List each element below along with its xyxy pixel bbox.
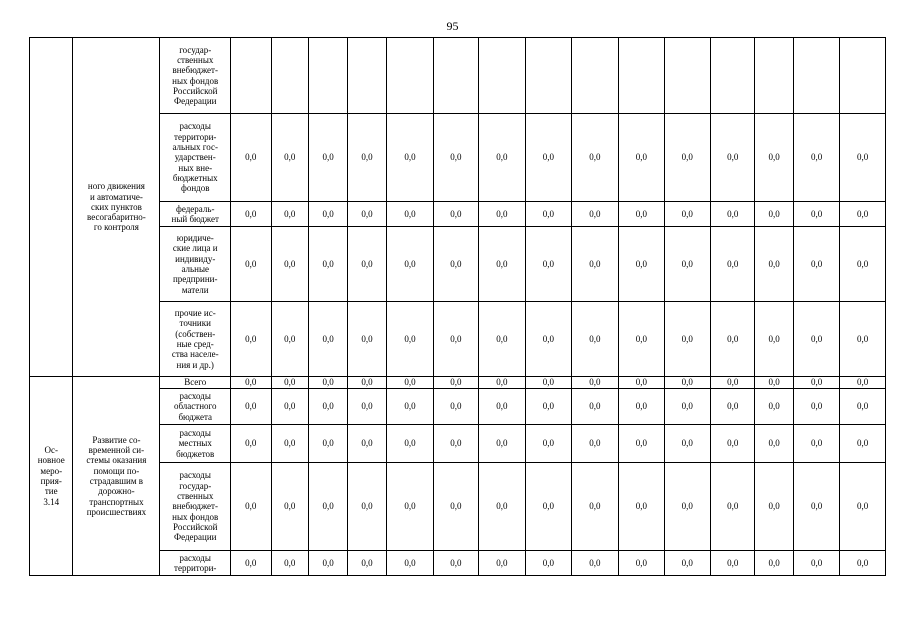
- value-cell: 0,0: [478, 389, 525, 425]
- value-cell: 0,0: [308, 389, 347, 425]
- value-cell: 0,0: [308, 463, 347, 551]
- funding-source-cell: федераль- ный бюджет: [160, 202, 231, 227]
- value-cell: 0,0: [755, 227, 793, 302]
- value-cell: [711, 38, 755, 114]
- value-cell: 0,0: [271, 302, 308, 377]
- value-cell: 0,0: [755, 202, 793, 227]
- value-cell: 0,0: [526, 114, 571, 202]
- value-cell: 0,0: [434, 302, 478, 377]
- value-cell: [571, 38, 618, 114]
- value-cell: 0,0: [619, 302, 664, 377]
- value-cell: 0,0: [386, 302, 433, 377]
- funding-source-cell: расходы государ- ственных внебюджет- ных фондов Российской Федерации: [160, 463, 231, 551]
- value-cell: 0,0: [231, 463, 271, 551]
- value-cell: 0,0: [348, 114, 386, 202]
- value-cell: 0,0: [755, 425, 793, 463]
- value-cell: 0,0: [755, 389, 793, 425]
- value-cell: 0,0: [711, 425, 755, 463]
- value-cell: 0,0: [271, 227, 308, 302]
- value-cell: 0,0: [271, 202, 308, 227]
- value-cell: 0,0: [571, 114, 618, 202]
- value-cell: 0,0: [840, 114, 886, 202]
- value-cell: 0,0: [231, 114, 271, 202]
- table-body: [30, 38, 886, 576]
- value-cell: 0,0: [571, 551, 618, 576]
- value-cell: 0,0: [348, 227, 386, 302]
- value-cell: 0,0: [231, 425, 271, 463]
- value-cell: 0,0: [793, 377, 839, 389]
- value-cell: 0,0: [434, 389, 478, 425]
- value-cell: [755, 38, 793, 114]
- value-cell: 0,0: [755, 377, 793, 389]
- value-cell: 0,0: [271, 463, 308, 551]
- value-cell: 0,0: [711, 302, 755, 377]
- value-cell: 0,0: [308, 114, 347, 202]
- value-cell: 0,0: [664, 551, 710, 576]
- value-cell: 0,0: [711, 202, 755, 227]
- value-cell: 0,0: [308, 302, 347, 377]
- value-cell: 0,0: [664, 302, 710, 377]
- value-cell: 0,0: [755, 463, 793, 551]
- value-cell: 0,0: [526, 302, 571, 377]
- value-cell: 0,0: [231, 202, 271, 227]
- value-cell: 0,0: [619, 551, 664, 576]
- value-cell: 0,0: [434, 202, 478, 227]
- value-cell: 0,0: [308, 551, 347, 576]
- value-cell: 0,0: [619, 425, 664, 463]
- value-cell: [434, 38, 478, 114]
- value-cell: 0,0: [526, 425, 571, 463]
- value-cell: 0,0: [619, 227, 664, 302]
- value-cell: 0,0: [386, 227, 433, 302]
- value-cell: 0,0: [664, 202, 710, 227]
- value-cell: 0,0: [711, 114, 755, 202]
- value-cell: 0,0: [478, 377, 525, 389]
- value-cell: 0,0: [526, 463, 571, 551]
- value-cell: 0,0: [526, 551, 571, 576]
- value-cell: 0,0: [619, 114, 664, 202]
- value-cell: 0,0: [308, 425, 347, 463]
- measure-name-cell: Развитие со- временной си- стемы оказания помощи по- страдавшим в дорожно- транспортных происшествиях: [73, 377, 160, 576]
- value-cell: [478, 38, 525, 114]
- value-cell: 0,0: [793, 302, 839, 377]
- value-cell: 0,0: [664, 227, 710, 302]
- value-cell: 0,0: [348, 425, 386, 463]
- value-cell: 0,0: [478, 463, 525, 551]
- value-cell: 0,0: [526, 227, 571, 302]
- value-cell: [386, 38, 433, 114]
- value-cell: 0,0: [434, 425, 478, 463]
- value-cell: 0,0: [664, 463, 710, 551]
- value-cell: [793, 38, 839, 114]
- value-cell: 0,0: [571, 302, 618, 377]
- value-cell: [348, 38, 386, 114]
- funding-source-cell: Всего: [160, 377, 231, 389]
- value-cell: 0,0: [271, 551, 308, 576]
- value-cell: 0,0: [308, 377, 347, 389]
- value-cell: 0,0: [619, 463, 664, 551]
- value-cell: 0,0: [664, 114, 710, 202]
- measure-number-cell: Ос- новное меро- прия- тие 3.14: [30, 377, 73, 576]
- value-cell: 0,0: [840, 302, 886, 377]
- value-cell: 0,0: [793, 202, 839, 227]
- value-cell: 0,0: [271, 114, 308, 202]
- value-cell: 0,0: [619, 377, 664, 389]
- value-cell: 0,0: [711, 377, 755, 389]
- value-cell: [271, 38, 308, 114]
- value-cell: 0,0: [386, 114, 433, 202]
- value-cell: 0,0: [711, 227, 755, 302]
- value-cell: [231, 38, 271, 114]
- value-cell: 0,0: [619, 202, 664, 227]
- value-cell: 0,0: [231, 377, 271, 389]
- value-cell: 0,0: [711, 551, 755, 576]
- value-cell: 0,0: [711, 389, 755, 425]
- value-cell: 0,0: [526, 389, 571, 425]
- value-cell: 0,0: [793, 463, 839, 551]
- value-cell: [840, 38, 886, 114]
- value-cell: 0,0: [571, 227, 618, 302]
- table-row: [30, 38, 886, 114]
- value-cell: 0,0: [348, 551, 386, 576]
- funding-source-cell: прочие ис- точники (собствен- ные сред- ства населе- ния и др.): [160, 302, 231, 377]
- value-cell: 0,0: [840, 463, 886, 551]
- value-cell: 0,0: [478, 202, 525, 227]
- value-cell: 0,0: [571, 202, 618, 227]
- value-cell: 0,0: [755, 114, 793, 202]
- value-cell: 0,0: [348, 377, 386, 389]
- value-cell: 0,0: [571, 389, 618, 425]
- table-row: [30, 377, 886, 389]
- value-cell: 0,0: [231, 302, 271, 377]
- value-cell: 0,0: [840, 227, 886, 302]
- value-cell: 0,0: [478, 302, 525, 377]
- value-cell: 0,0: [571, 425, 618, 463]
- funding-source-cell: государ- ственных внебюджет- ных фондов Российской Федерации: [160, 38, 231, 114]
- funding-source-cell: расходы территори- альных гос- ударствен- ных вне- бюджетных фондов: [160, 114, 231, 202]
- value-cell: 0,0: [308, 202, 347, 227]
- value-cell: 0,0: [386, 425, 433, 463]
- value-cell: 0,0: [348, 389, 386, 425]
- value-cell: 0,0: [348, 302, 386, 377]
- value-cell: 0,0: [348, 463, 386, 551]
- value-cell: 0,0: [271, 389, 308, 425]
- value-cell: 0,0: [793, 551, 839, 576]
- value-cell: [526, 38, 571, 114]
- value-cell: [308, 38, 347, 114]
- value-cell: 0,0: [571, 377, 618, 389]
- value-cell: 0,0: [434, 463, 478, 551]
- funding-source-cell: юридиче- ские лица и индивиду- альные предприни- матели: [160, 227, 231, 302]
- funding-source-cell: расходы территори-: [160, 551, 231, 576]
- value-cell: 0,0: [664, 425, 710, 463]
- value-cell: 0,0: [478, 551, 525, 576]
- value-cell: 0,0: [840, 389, 886, 425]
- page-number: 95: [446, 19, 459, 33]
- value-cell: [619, 38, 664, 114]
- value-cell: 0,0: [755, 302, 793, 377]
- value-cell: 0,0: [840, 551, 886, 576]
- value-cell: 0,0: [386, 463, 433, 551]
- value-cell: 0,0: [793, 389, 839, 425]
- value-cell: 0,0: [664, 389, 710, 425]
- value-cell: 0,0: [840, 425, 886, 463]
- value-cell: 0,0: [571, 463, 618, 551]
- measure-number-cell: [30, 38, 73, 377]
- value-cell: 0,0: [793, 114, 839, 202]
- budget-table: [29, 37, 886, 576]
- value-cell: 0,0: [478, 114, 525, 202]
- value-cell: 0,0: [231, 227, 271, 302]
- value-cell: [664, 38, 710, 114]
- value-cell: 0,0: [526, 377, 571, 389]
- funding-source-cell: расходы областного бюджета: [160, 389, 231, 425]
- value-cell: 0,0: [434, 551, 478, 576]
- value-cell: 0,0: [434, 114, 478, 202]
- value-cell: 0,0: [793, 227, 839, 302]
- value-cell: 0,0: [755, 551, 793, 576]
- value-cell: 0,0: [711, 463, 755, 551]
- value-cell: 0,0: [386, 551, 433, 576]
- value-cell: 0,0: [478, 425, 525, 463]
- funding-source-cell: расходы местных бюджетов: [160, 425, 231, 463]
- value-cell: 0,0: [386, 202, 433, 227]
- value-cell: 0,0: [271, 377, 308, 389]
- value-cell: 0,0: [478, 227, 525, 302]
- value-cell: 0,0: [386, 377, 433, 389]
- value-cell: 0,0: [386, 389, 433, 425]
- value-cell: 0,0: [840, 377, 886, 389]
- value-cell: 0,0: [231, 389, 271, 425]
- value-cell: 0,0: [793, 425, 839, 463]
- value-cell: 0,0: [271, 425, 308, 463]
- value-cell: 0,0: [434, 227, 478, 302]
- value-cell: 0,0: [664, 377, 710, 389]
- value-cell: 0,0: [348, 202, 386, 227]
- value-cell: 0,0: [840, 202, 886, 227]
- value-cell: 0,0: [526, 202, 571, 227]
- value-cell: 0,0: [619, 389, 664, 425]
- value-cell: 0,0: [308, 227, 347, 302]
- value-cell: 0,0: [231, 551, 271, 576]
- value-cell: 0,0: [434, 377, 478, 389]
- measure-name-cell: ного движения и автоматиче- ских пунктов весогабаритно- го контроля: [73, 38, 160, 377]
